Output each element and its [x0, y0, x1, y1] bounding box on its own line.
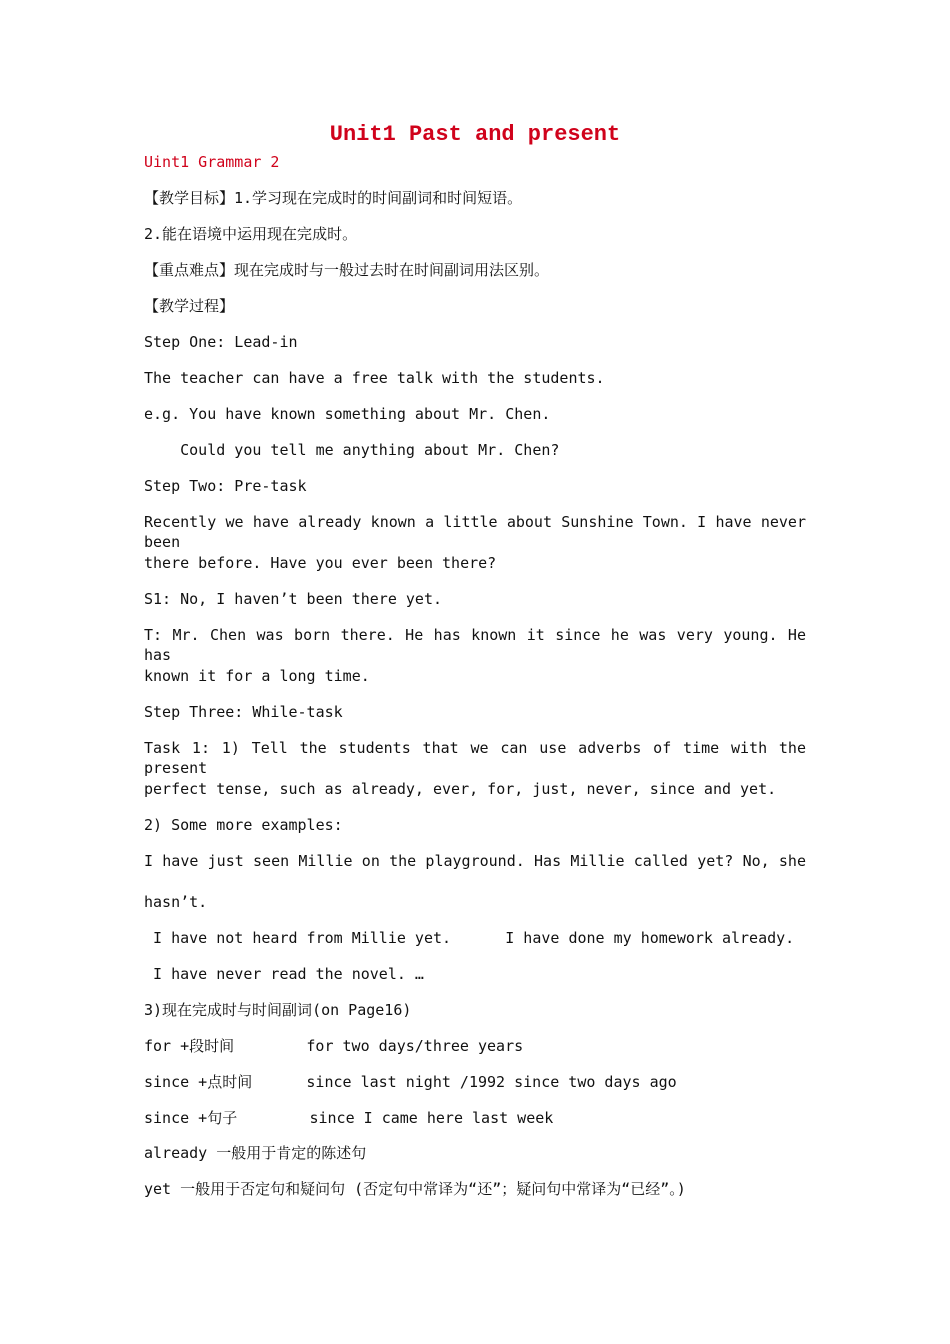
- example-sentence-1-cont: hasn’t.: [144, 893, 208, 911]
- teaching-process-heading: 【教学过程】: [144, 297, 235, 315]
- section-3-heading: 3)现在完成时与时间副词(on Page16): [144, 1001, 412, 1019]
- teaching-objectives: 【教学目标】1.学习现在完成时的时间副词和时间短语。: [144, 189, 523, 207]
- examples-heading: 2) Some more examples:: [144, 816, 343, 834]
- step-three-heading: Step Three: While-task: [144, 703, 343, 721]
- pre-task-paragraph-line-1: Recently we have already known a little about Sunshine Town. I have never been: [144, 513, 806, 551]
- key-difficulties: 【重点难点】现在完成时与一般过去时在时间副词用法区别。: [144, 261, 550, 279]
- step-one-text: The teacher can have a free talk with the students.: [144, 369, 605, 387]
- pre-task-paragraph-line-2: there before. Have you ever been there?: [144, 554, 497, 572]
- rule-since-clause: since +句子 since I came here last week: [144, 1109, 554, 1127]
- example-sentence-3: I have never read the novel. …: [144, 965, 424, 983]
- rule-since-point: since +点时间 since last night /1992 since two days ago: [144, 1073, 677, 1091]
- example-sentence-1: I have just seen Millie on the playground. Has Millie called yet? No, she: [144, 852, 806, 870]
- step-one-heading: Step One: Lead-in: [144, 333, 298, 351]
- example-sentence-2: I have not heard from Millie yet. I have done my homework already.: [144, 929, 795, 947]
- rule-already: already 一般用于肯定的陈述句: [144, 1144, 367, 1162]
- page-title: Unit1 Past and present: [329, 122, 621, 147]
- dialogue-t-line-1: T: Mr. Chen was born there. He has known it since he was very young. He has: [144, 626, 806, 664]
- task-1-line-2: perfect tense, such as already, ever, for, just, never, since and yet.: [144, 780, 777, 798]
- rule-for: for +段时间 for two days/three years: [144, 1037, 524, 1055]
- objective-2: 2.能在语境中运用现在完成时。: [144, 225, 358, 243]
- step-two-heading: Step Two: Pre-task: [144, 477, 307, 495]
- task-1-line-1: Task 1: 1) Tell the students that we can use adverbs of time with the present: [144, 739, 806, 777]
- example-line-2: Could you tell me anything about Mr. Chen?: [144, 441, 560, 459]
- dialogue-s1: S1: No, I haven’t been there yet.: [144, 590, 443, 608]
- lesson-subtitle: Uint1 Grammar 2: [144, 153, 280, 171]
- example-line-1: e.g. You have known something about Mr. Chen.: [144, 405, 551, 423]
- rule-yet: yet 一般用于否定句和疑问句 (否定句中常译为“还”；疑问句中常译为“已经”。): [144, 1180, 686, 1198]
- dialogue-t-line-2: known it for a long time.: [144, 667, 370, 685]
